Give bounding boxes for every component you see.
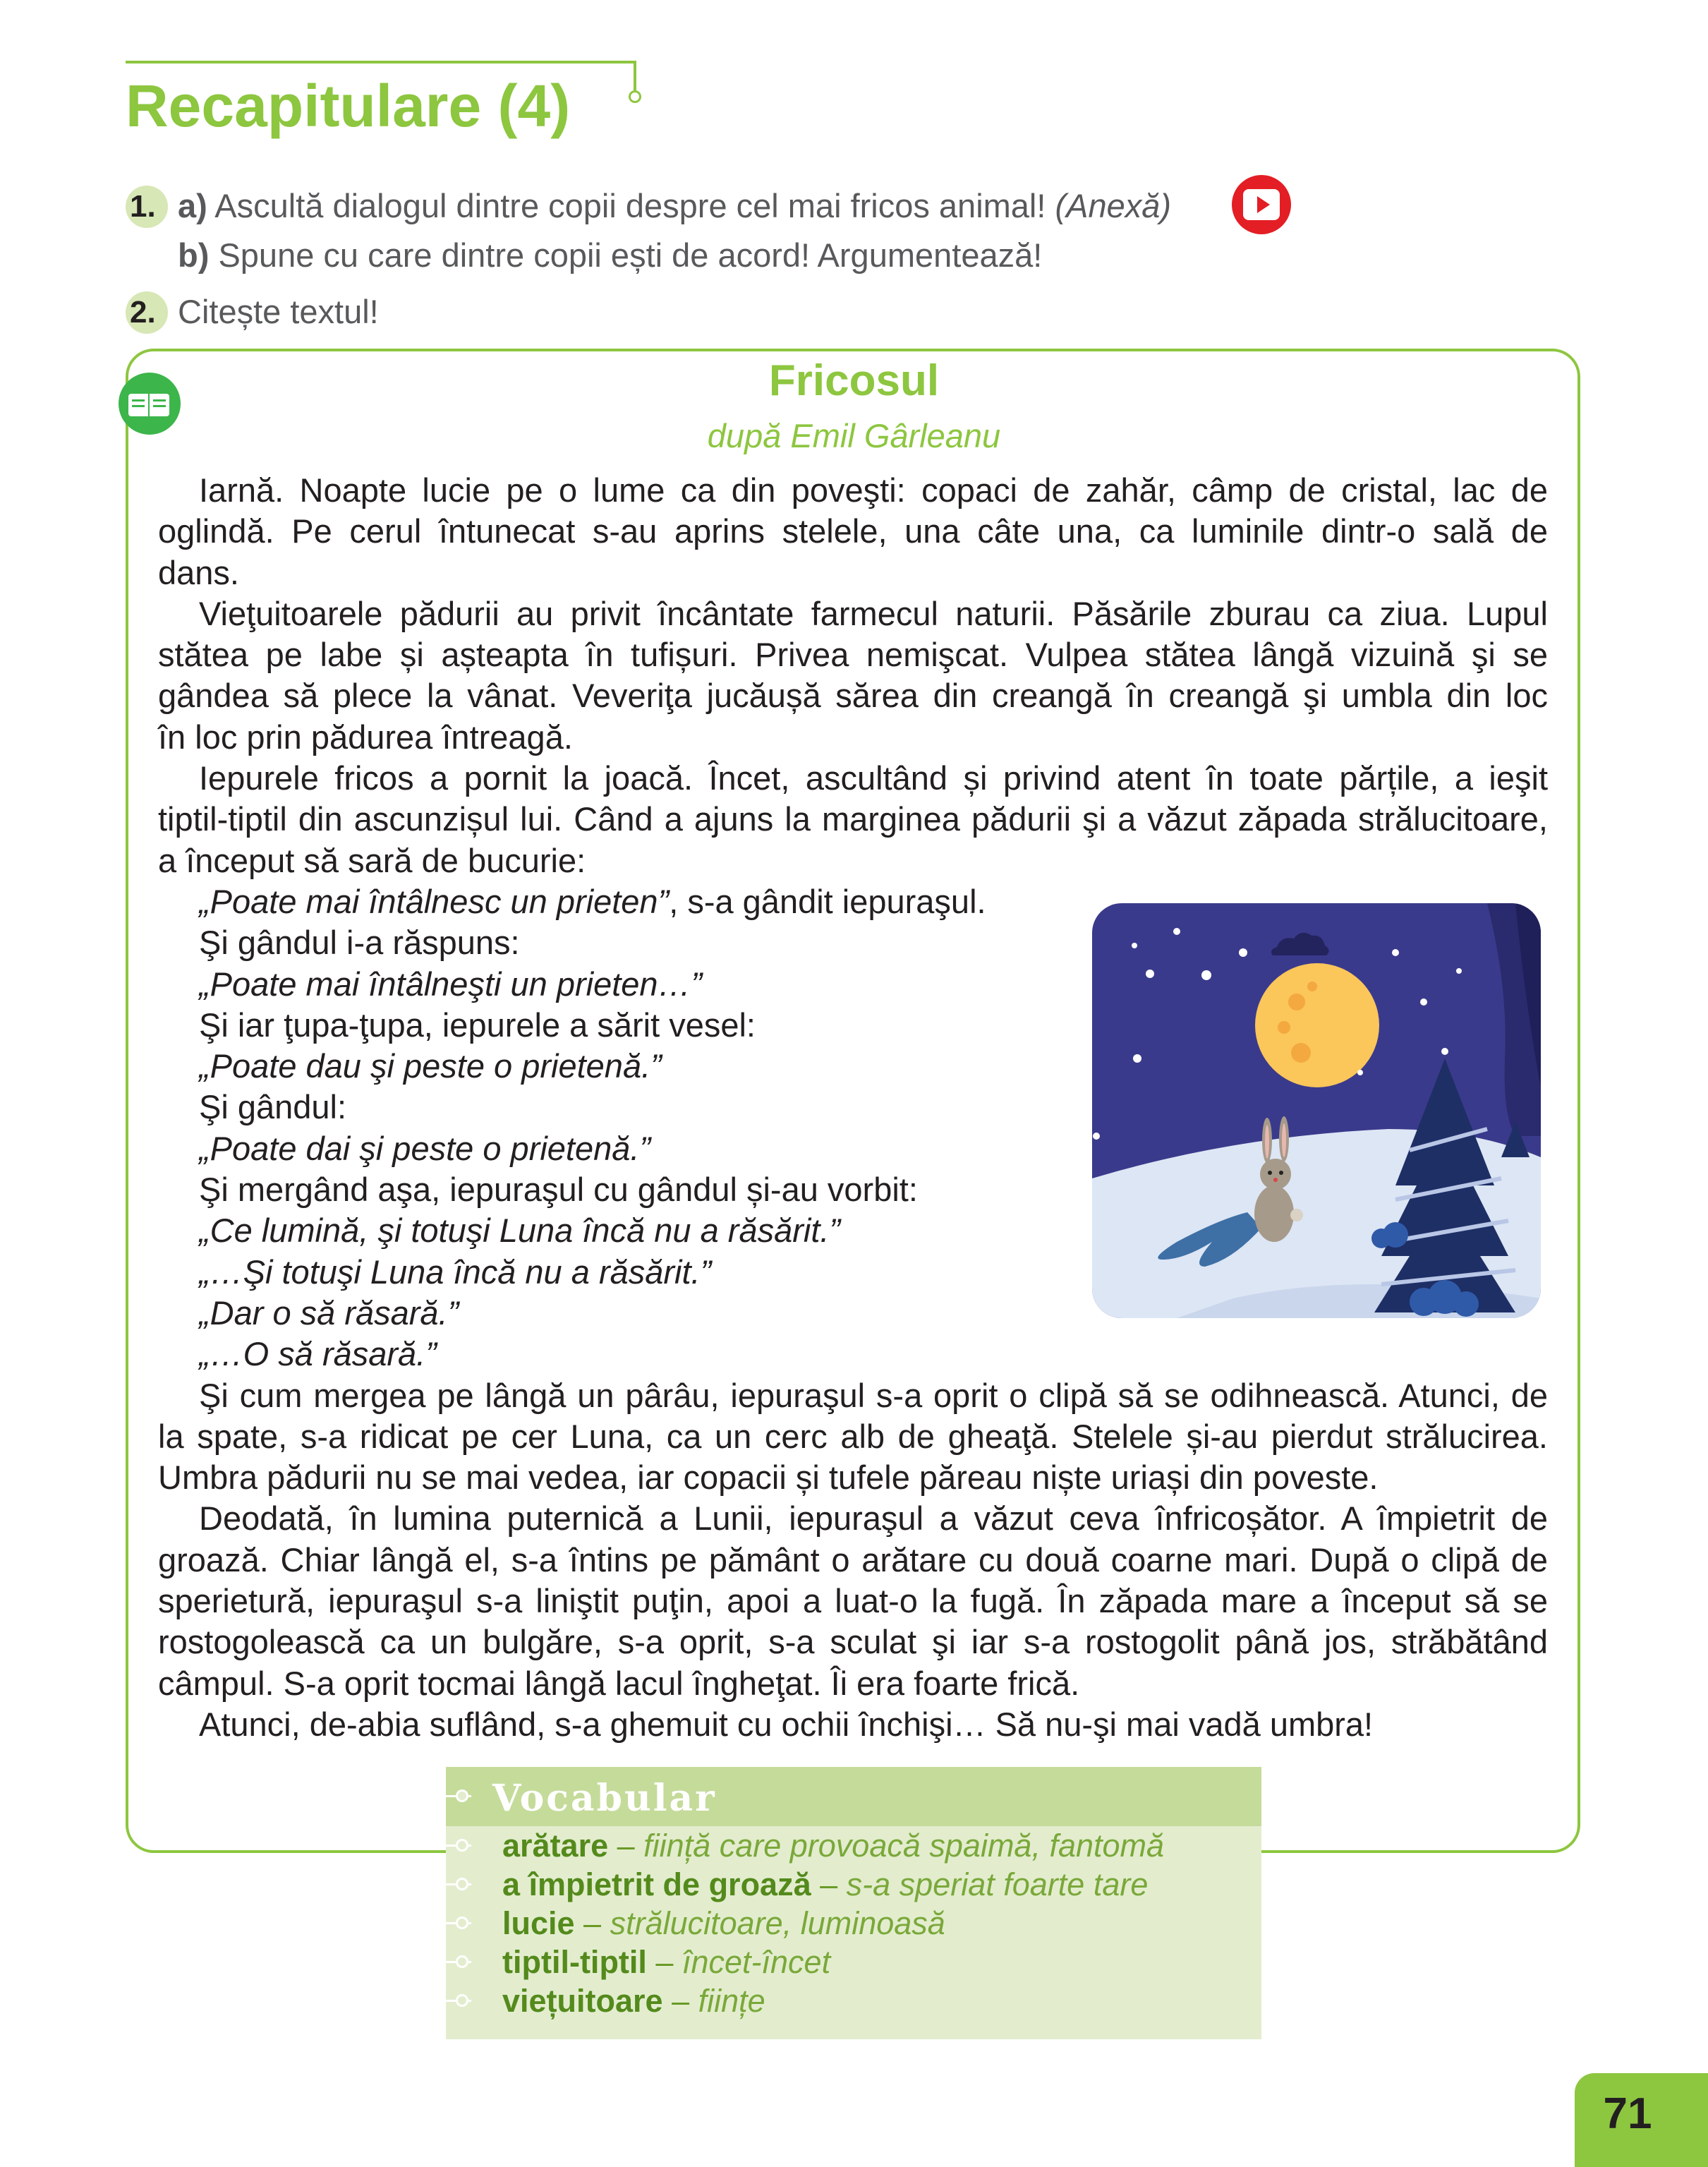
text-line: rostogolească ca un bulgăre, s-a oprit, s-a sculat şi iar s-a rostogolit până jos, străbătând [158,1623,1548,1661]
dialogue-line: Şi gândul: [199,1088,347,1126]
text-line: dans. [158,553,239,591]
star [1357,1070,1363,1075]
paragraph-4 [158,1375,1548,1499]
paragraph-2 [158,593,1548,758]
text-line: Deodată, în lumina puternică a Lunii, iepuraşul a văzut ceva înfricoșător. A împietrit de [199,1499,1548,1538]
bullet-icon [446,2000,471,2002]
story-title: Fricosul [768,356,940,405]
text-line: Iarnă. Noapte lucie pe o lume ca din poveşti: copaci de zahăr, câmp de cristal, lac de [199,471,1548,509]
star [1133,1054,1141,1063]
moon-crater [1288,994,1305,1010]
text-line: în loc prin pădurea întreagă. [158,718,573,756]
paragraph-6 [158,1704,1548,1745]
dialogue-line: „Ce lumină, şi totuşi Luna încă nu a răsărit.” [199,1212,841,1250]
title-decoration-dot [629,90,641,103]
moon-crater [1291,1043,1311,1063]
task-1b [178,236,1042,275]
dialogue-line: „Poate mai întâlneşti un prieten…” [199,965,703,1003]
star [1132,943,1137,948]
text-line: câmpul. S-a oprit tocmai lângă lacul îngheţat. Îi era foarte frică. [158,1664,1080,1702]
paragraph-5 [158,1498,1548,1703]
text-line: la spate, s-a ridicat pe cer Luna, ca un cerc alb de gheaţă. Stelele și-au pierdut strălucirea. [158,1417,1548,1455]
vocabulary-item: a împietrit de groază – s-a speriat foarte tare [502,1866,1149,1902]
bush [1453,1291,1479,1317]
bullet-icon [446,1922,471,1924]
bullet-icon [446,1795,471,1797]
star [1239,948,1247,957]
rabbit-head [1260,1159,1291,1190]
star [1420,998,1427,1006]
dialogue-quote: „Poate mai întâlnesc un prieten” [199,882,670,920]
star [1146,970,1154,978]
rabbit-eye [1279,1171,1283,1175]
paragraph-1 [158,470,1548,593]
rabbit-body [1254,1185,1294,1242]
star [1093,1133,1100,1140]
task-1a-label: a) [178,187,207,224]
text-line: Atunci, de-abia suflând, s-a ghemuit cu ochii închişi… Să nu-şi mai vadă umbra! [199,1705,1374,1743]
text-line: oglindă. Pe cerul întunecat s-au aprins stelele, una câte una, ca luminile dintr-o sală de [158,512,1548,550]
dialogue-line: „Dar o să răsară.” [199,1293,459,1332]
play-icon-triangle [1257,196,1270,213]
text-line: Şi cum mergea pe lângă un pârâu, iepuraşul s-a oprit o clipă să se odihnească. Atunci, de [199,1376,1548,1414]
dialogue-line: „Poate dau şi peste o prietenă.” [199,1047,662,1085]
text-line: Iepurele fricos a pornit la joacă. Încet, ascultând și privind atent în toate părțile, a ieşit [199,759,1548,797]
vocabulary-header [446,1767,1261,1826]
text-line: groază. Chiar lângă el, s-a întins pe pământ o arătare cu două coarne mari. După o clipă de [158,1540,1548,1579]
bullet-icon [446,1845,471,1847]
page-title: Recapitulare (4) [126,73,571,139]
text-line: stătea pe labe și așteapta în tufișuri. Privea nemişcat. Vulpea stătea lângă vizuină şi se [158,636,1548,674]
rabbit-ear-inner [1265,1125,1269,1159]
paragraph-3 [158,758,1548,881]
rabbit-nose [1273,1178,1278,1182]
play-video-icon[interactable] [1232,175,1291,234]
vocabulary-box [446,1767,1261,2039]
page-number: 71 [1603,2089,1652,2138]
star [1201,970,1211,980]
moon-crater [1307,982,1317,991]
moon-crater [1278,1021,1290,1034]
star [1392,949,1399,956]
task-number-2: 2. [126,291,168,334]
dialogue-line: Şi iar ţupa-ţupa, iepurele a sărit vesel: [199,1006,756,1044]
rabbit-ear-inner [1282,1123,1286,1157]
bullet-icon [446,1961,471,1963]
rabbit-eye [1268,1171,1272,1175]
star [1441,1048,1448,1055]
illustration-svg [1092,903,1541,1318]
winter-night-illustration [1092,903,1541,1318]
vocabulary-item: tiptil-tiptil – încet-încet [502,1944,831,1980]
dialogue-line: „…O să răsară.” [199,1335,437,1373]
vocabulary-item: arătare – ființă care provoacă spaimă, fantomă [502,1828,1165,1864]
vocabulary-item: lucie – strălucitoare, luminoasă [502,1905,945,1941]
dialogue-narration: , s-a gândit iepuraşul. [669,882,986,920]
dialogue-line: „…Şi totuşi Luna încă nu a răsărit.” [199,1252,712,1291]
star [1173,928,1180,935]
story-author: după Emil Gârleanu [707,417,1001,454]
task-1a-note: (Anexă) [1055,187,1172,224]
text-line: gândea să plece la vânat. Veveriţa jucăușă sărea din creangă în creangă şi umbla din loc [158,677,1548,715]
text-line: tiptil-tiptil din ascunzișul lui. Când a ajuns la marginea pădurii şi a văzut zăpada strălucitoare, [158,800,1548,838]
title-decoration-line-vertical [634,61,636,90]
title-decoration-line [126,61,635,64]
task-2-text: Citește textul! [178,293,379,330]
rabbit-tail [1290,1209,1303,1221]
dialogue-line: Şi gândul i-a răspuns: [199,924,520,962]
dialogue-line: Şi mergând aşa, iepuraşul cu gândul și-au vorbit: [199,1171,918,1209]
task-1b-text: Spune cu care dintre copii ești de acord! Argumentează! [218,236,1043,274]
text-line: Umbra pădurii nu se mai vedea, iar copacii și tufele păreau niște uriași din poveste. [158,1459,1379,1497]
text-line: a început să sară de bucurie: [158,841,586,879]
text-line: Vieţuitoarele pădurii au privit încântate farmecul naturii. Păsările zburau ca ziua. Lupul [199,594,1548,632]
bullet-icon [446,1883,471,1885]
bush [1383,1222,1408,1248]
task-1a-text: Ascultă dialogul dintre copii despre cel mai fricos animal! [214,187,1046,224]
dialogue-line: „Poate dai şi peste o prietenă.” [199,1129,651,1167]
star [1456,968,1462,974]
moon [1255,963,1379,1087]
vocabulary-item: viețuitoare – ființe [502,1983,765,2019]
vocabulary-title: Vocabular [492,1777,717,1820]
task-1b-label: b) [178,236,210,274]
task-number-1: 1. [126,186,168,228]
text-line: sperietură, iepuraşul s-a liniştit puţin, apoi a luat-o la fugă. În zăpada mare a început să se [158,1582,1548,1620]
task-1a [178,186,1171,226]
page-number-tab [1575,2073,1708,2167]
